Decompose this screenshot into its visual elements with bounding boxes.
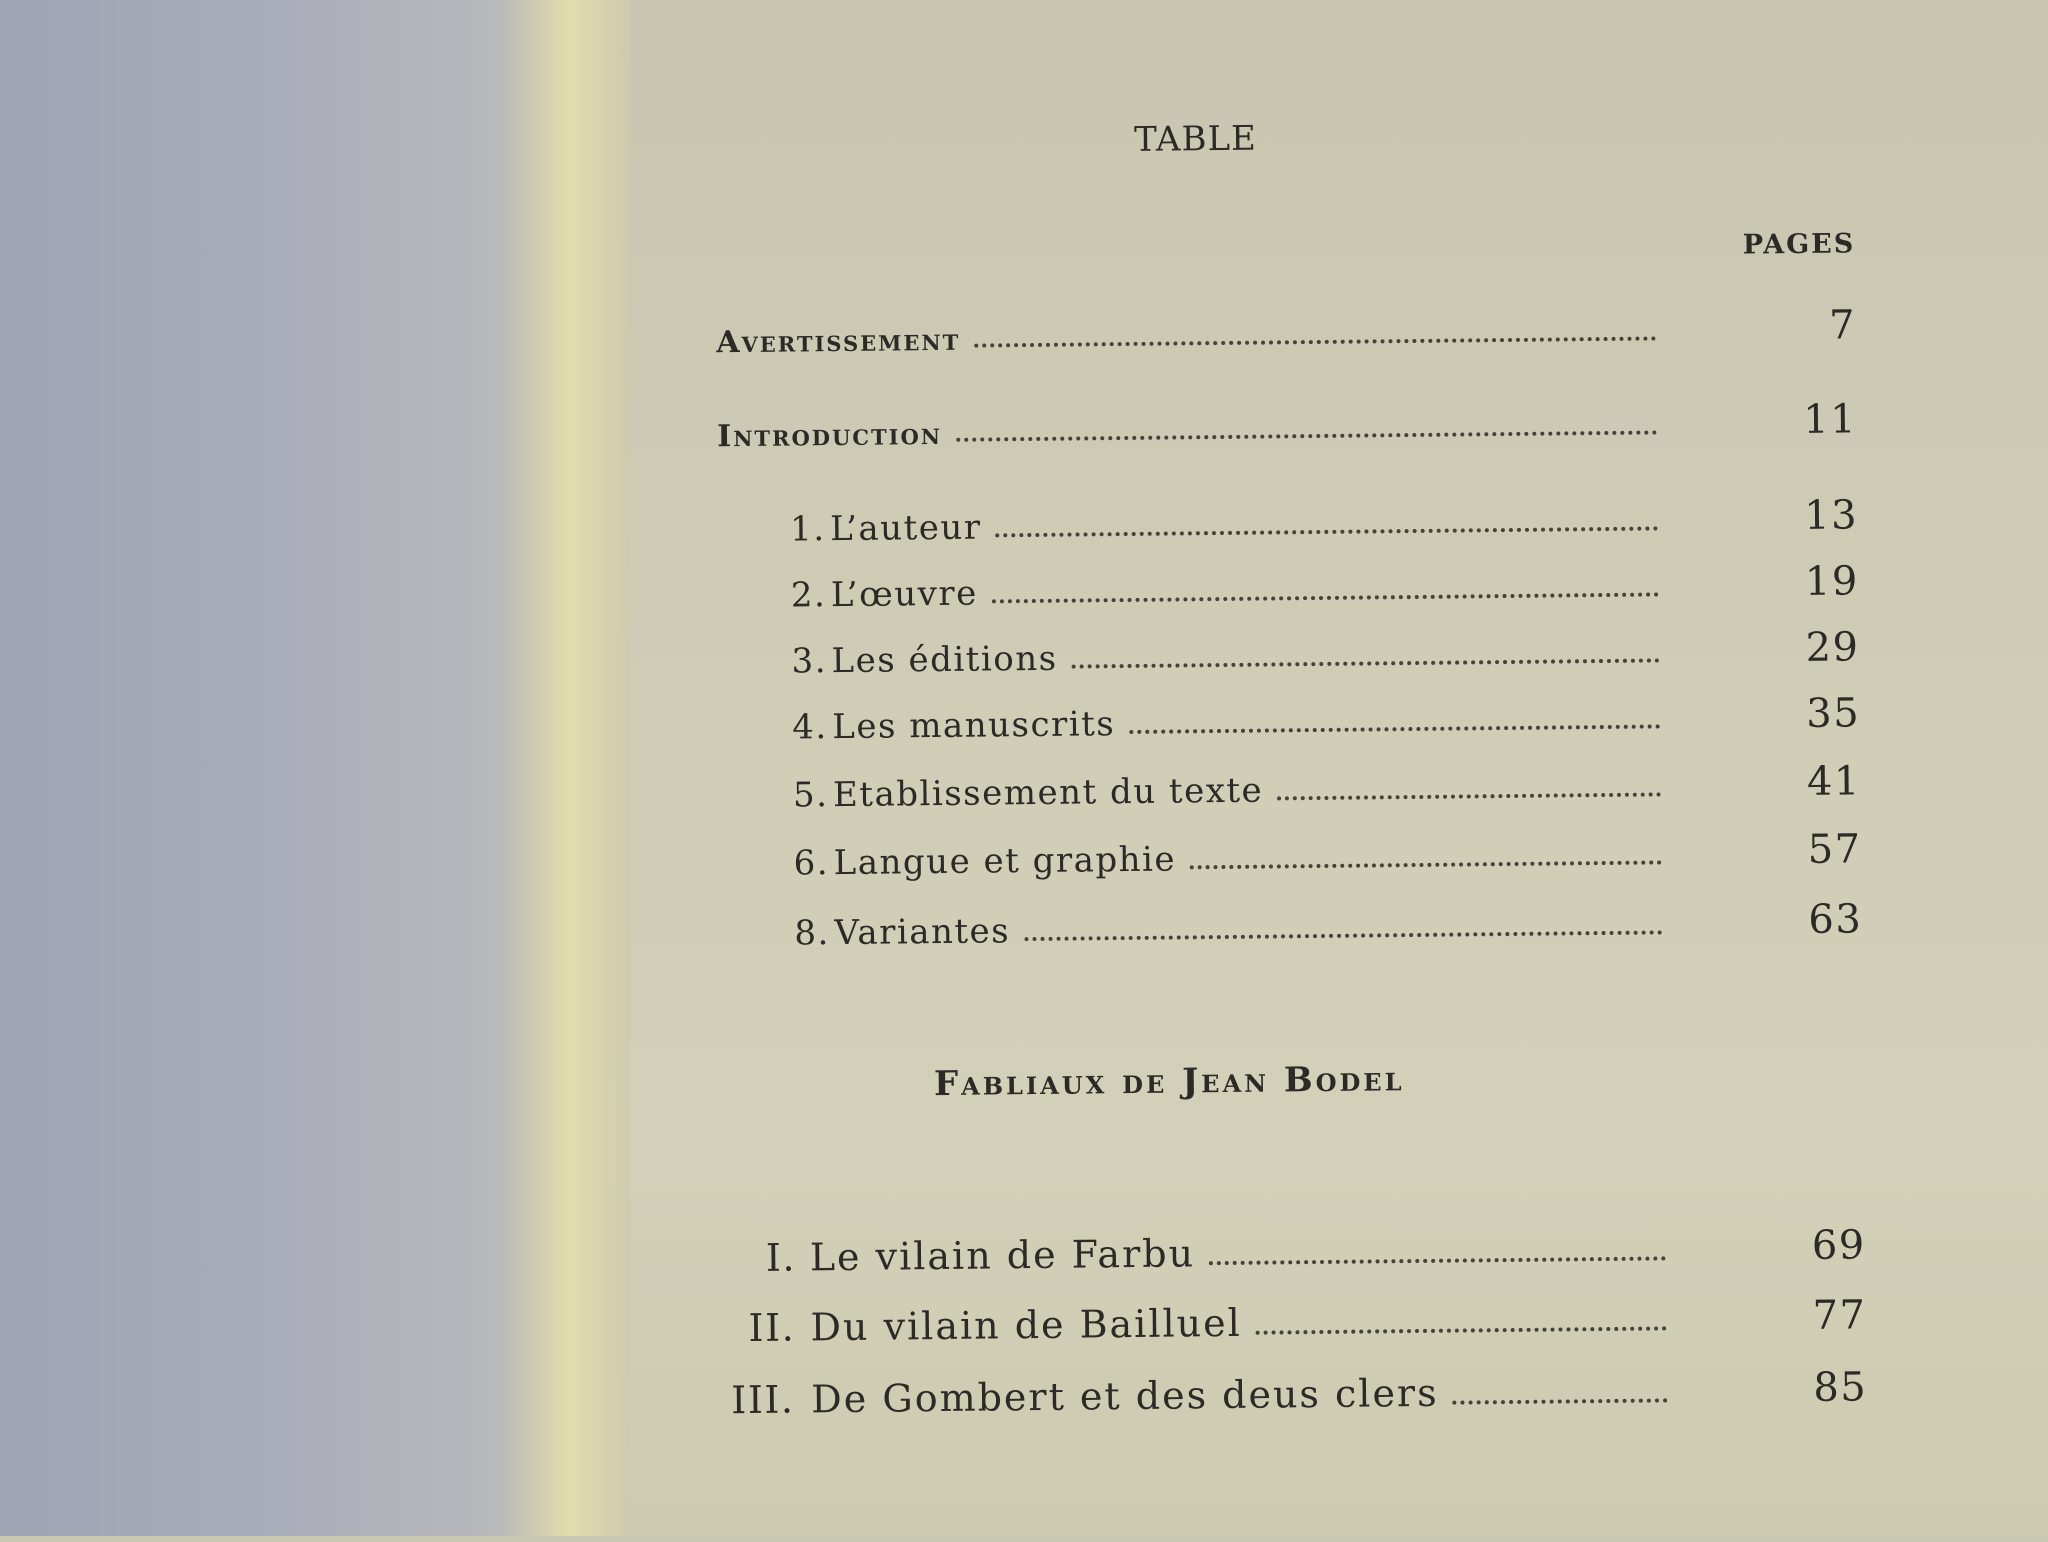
toc-subentry-page: 35 xyxy=(1806,690,1861,737)
dot-leader xyxy=(1024,930,1662,941)
dot-leader xyxy=(992,592,1659,603)
toc-subentry-page: 19 xyxy=(1804,558,1860,605)
dot-leader xyxy=(956,430,1657,441)
toc-fabliau-entry xyxy=(766,1224,1866,1280)
toc-subentry-number: 2. xyxy=(790,575,827,616)
dot-leader xyxy=(1209,1256,1666,1265)
section-heading: Fabliaux de Jean Bodel xyxy=(933,1059,1405,1105)
pages-column-header: PAGES xyxy=(1742,228,1856,261)
toc-subentry-number: 5. xyxy=(792,775,829,816)
toc-subentry-page: 29 xyxy=(1805,624,1860,671)
toc-entry-page: 7 xyxy=(1828,302,1857,349)
table-of-contents xyxy=(713,0,1869,1542)
toc-entry-label: Avertissement xyxy=(716,322,961,361)
toc-fabliau-page: 77 xyxy=(1812,1292,1867,1339)
toc-entry-label: Introduction xyxy=(717,416,943,455)
toc-subentry-number: 4. xyxy=(792,707,828,748)
toc-subentry-label: Les éditions xyxy=(831,638,1058,682)
dot-leader xyxy=(974,336,1656,347)
toc-subentry-number: 1. xyxy=(789,509,826,550)
toc-subentry-label: L’auteur xyxy=(829,507,982,550)
toc-subentry-page: 13 xyxy=(1803,492,1859,539)
dot-leader xyxy=(1277,792,1661,800)
dot-leader xyxy=(1453,1398,1668,1404)
toc-subentry-page: 41 xyxy=(1806,758,1862,805)
toc-subentry xyxy=(791,560,1859,615)
toc-subentry-number: 3. xyxy=(791,641,828,682)
toc-fabliau-label: De Gombert et des deus clers xyxy=(811,1370,1439,1422)
toc-subentry-label: Etablissement du texte xyxy=(832,770,1264,816)
toc-fabliau-number: III. xyxy=(731,1377,795,1423)
dot-leader xyxy=(1256,1326,1667,1334)
toc-subentry xyxy=(793,760,1861,815)
toc-subentry-page: 63 xyxy=(1808,896,1863,943)
toc-fabliau-entry xyxy=(731,1366,1867,1422)
toc-fabliau-number: II. xyxy=(748,1305,796,1351)
dot-leader xyxy=(1190,860,1662,869)
toc-subentry xyxy=(792,692,1860,747)
toc-subentry-page: 57 xyxy=(1807,826,1862,873)
toc-subentry-number: 6. xyxy=(793,843,830,884)
toc-entry-introduction xyxy=(717,398,1857,454)
toc-fabliau-number: I. xyxy=(765,1235,797,1280)
toc-entry-avertissement xyxy=(716,304,1856,360)
toc-subentry-number: 8. xyxy=(794,913,831,954)
toc-fabliau-page: 69 xyxy=(1811,1222,1866,1269)
toc-entry-page: 11 xyxy=(1802,396,1858,443)
toc-subentry-label: Langue et graphie xyxy=(833,839,1177,884)
toc-fabliau-label: Le vilain de Farbu xyxy=(809,1231,1196,1280)
toc-fabliau-label: Du vilain de Bailluel xyxy=(810,1300,1242,1350)
dot-leader xyxy=(1129,724,1660,734)
dot-leader xyxy=(1072,658,1660,668)
toc-subentry xyxy=(790,494,1858,549)
toc-subentry xyxy=(793,828,1861,883)
toc-subentry-label: L’œuvre xyxy=(830,573,978,616)
book-gutter xyxy=(500,0,630,1536)
toc-subentry-label: Les manuscrits xyxy=(832,704,1116,748)
toc-fabliau-page: 85 xyxy=(1813,1364,1868,1411)
toc-subentry-label: Variantes xyxy=(834,911,1011,954)
toc-fabliau-entry xyxy=(748,1294,1866,1350)
page-title: TABLE xyxy=(1133,118,1258,160)
toc-subentry xyxy=(791,626,1859,681)
toc-subentry xyxy=(794,898,1862,953)
dot-leader xyxy=(996,526,1659,537)
